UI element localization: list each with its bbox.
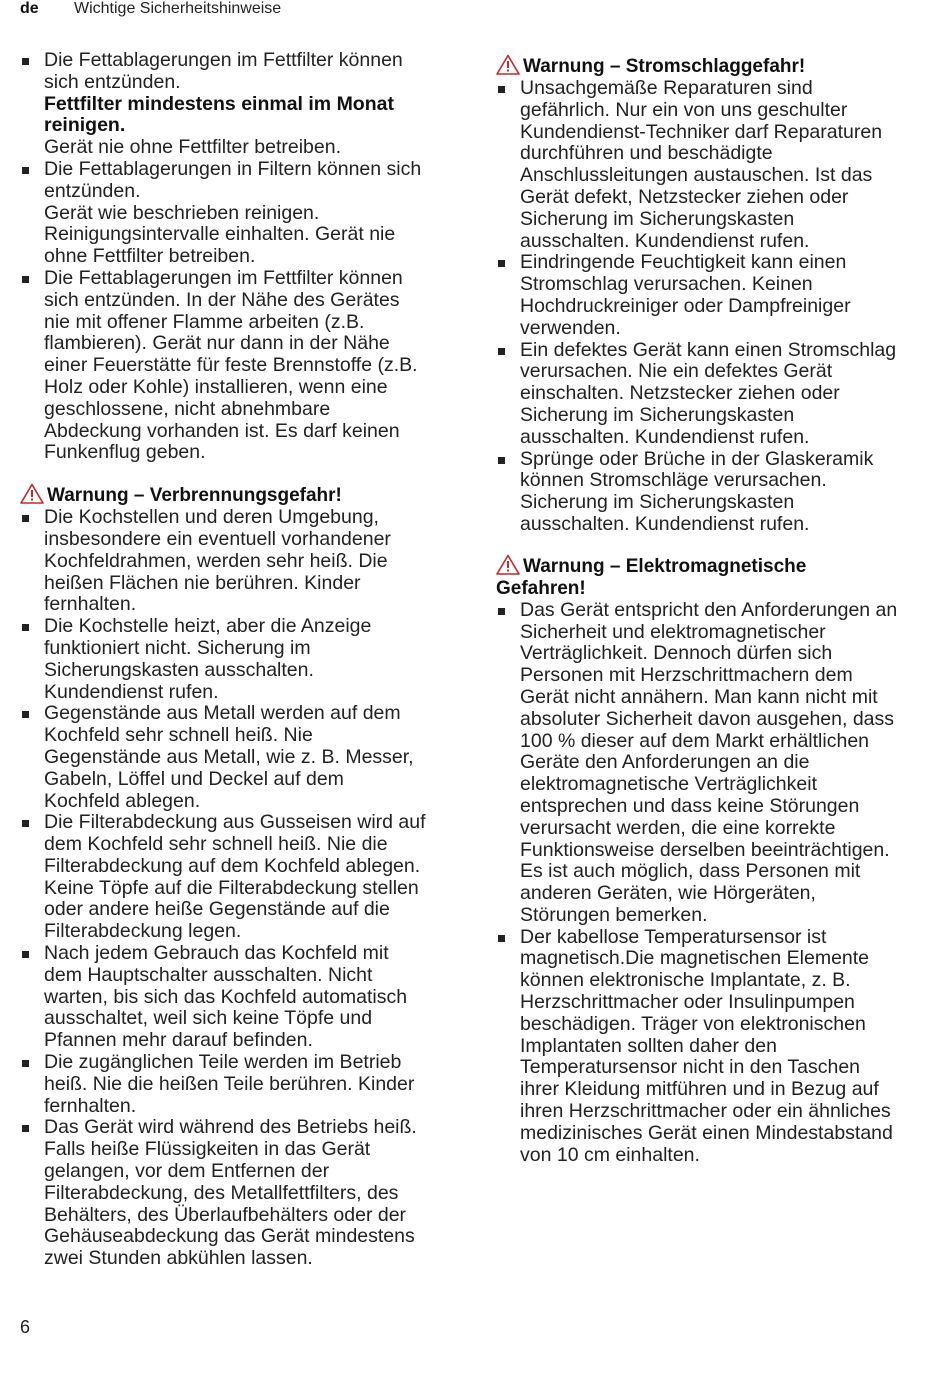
list-item	[20, 1052, 465, 1117]
item-text: Gegenstände aus Metall werden auf dem Kochfeld sehr schnell heiß. Nie Gegenstände aus Metall, wie z. B. Messer, Gabeln, Löffel und Deckel auf dem Kochfeld ablegen.	[44, 702, 414, 812]
left-column	[20, 50, 465, 1270]
item-text: Ein defektes Gerät kann einen Stromschlag verursachen. Nie ein defektes Gerät einschalten. Netzstecker ziehen oder Sicherung im Sicherungskasten ausschalten. Kundendienst rufen.	[520, 338, 897, 448]
bullet-icon	[22, 820, 29, 827]
bullet-icon	[498, 348, 505, 355]
bullet-icon	[22, 515, 29, 522]
list-item	[496, 927, 926, 1167]
bullet-icon	[498, 935, 505, 942]
bullet-icon	[22, 167, 29, 174]
fire-safety-list	[20, 50, 465, 464]
item-text: Die zugänglichen Teile werden im Betrieb heiß. Nie die heißen Teile berühren. Kinder fernhalten.	[44, 1051, 415, 1117]
language-code: de	[20, 0, 39, 17]
list-item	[20, 943, 465, 1052]
list-item	[20, 812, 465, 943]
warning-title: Warnung – Verbrennungsgefahr!	[47, 485, 342, 507]
warning-triangle-icon	[496, 554, 520, 575]
list-item	[20, 50, 465, 159]
item-text: Nach jedem Gebrauch das Kochfeld mit dem Hauptschalter ausschalten. Nicht warten, bis sich das Kochfeld automatisch ausschaltet, weil sich keine Töpfe und Pfannen mehr darauf befinden.	[44, 942, 408, 1052]
list-item	[20, 1117, 465, 1270]
list-item	[496, 600, 926, 927]
item-text: Die Fettablagerungen im Fettfilter können sich entzünden.	[44, 49, 403, 93]
list-item	[496, 449, 926, 536]
burn-warning-list	[20, 507, 465, 1270]
shock-warning-list	[496, 78, 926, 536]
page-number: 6	[20, 1317, 31, 1337]
item-text: Sprünge oder Brüche in der Glaskeramik können Stromschläge verursachen. Sicherung im Sicherungskasten ausschalten. Kundendienst rufen.	[520, 447, 874, 535]
item-text: Eindringende Feuchtigkeit kann einen Stromschlag verursachen. Keinen Hochdruckreiniger oder Dampfreiniger verwenden.	[520, 251, 851, 339]
bullet-icon	[22, 951, 29, 958]
warning-triangle-icon	[20, 483, 44, 504]
list-item	[20, 616, 465, 703]
item-text: Das Gerät entspricht den Anforderungen an Sicherheit und elektromagnetischer Verträglichkeit. Dennoch dürfen sich Personen mit Herzschrittmachern dem Gerät nicht annähern. Man kann nicht mit absoluter Sicherheit davon ausgehen, dass 100 % dieser auf dem Markt erhältlichen Geräte den Anforderungen an die elektromagnetische Verträglichkeit entsprechen und dass keine Störungen verursacht werden, die eine korrekte Funktionsweise derselben beeinträchtigen. Es ist auch möglich, dass Personen mit anderen Geräten, wie Hörgeräten, Störungen bemerken.	[520, 598, 898, 926]
bullet-icon	[498, 608, 505, 615]
item-text: Das Gerät wird während des Betriebs heiß. Falls heiße Flüssigkeiten in das Gerät gelangen, vor dem Entfernen der Filterabdeckung, des Metallfettfilters, des Behälters, des Überlaufbehälters oder der Gehäuseabdeckung das Gerät mindestens zwei Stunden abkühlen lassen.	[44, 1116, 417, 1270]
list-item	[496, 252, 926, 339]
list-item	[20, 268, 465, 464]
electromagnetic-warning-list	[496, 600, 926, 1167]
warning-heading-shock	[496, 54, 926, 78]
item-text: Unsachgemäße Reparaturen sind gefährlich. Nur ein von uns geschulter Kundendienst-Techniker darf Reparaturen durchführen und beschädigte Anschlussleitungen austauschen. Ist das Gerät defekt, Netzstecker ziehen oder Sicherung im Sicherungskasten ausschalten. Kundendienst rufen.	[520, 77, 883, 252]
bullet-icon	[498, 260, 505, 267]
bullet-icon	[498, 86, 505, 93]
item-text: Die Fettablagerungen im Fettfilter können sich entzünden. In der Nähe des Gerätes nie mit offener Flamme arbeiten (z.B. flambieren). Gerät nur dann in der Nähe einer Feuerstätte für feste Brennstoffe (z.B. Holz oder Kohle) installieren, wenn eine geschlossene, nicht abnehmbare Abdeckung vorhanden ist. Es darf keinen Funkenflug geben.	[44, 266, 418, 464]
right-column	[496, 54, 926, 1166]
item-text: Die Filterabdeckung aus Gusseisen wird auf dem Kochfeld sehr schnell heiß. Nie die Filterabdeckung auf dem Kochfeld ablegen. Keine Töpfe auf die Filterabdeckung stellen oder andere heiße Gegenstände auf die Filterabdeckung legen.	[44, 811, 426, 943]
bullet-icon	[22, 276, 29, 283]
list-item	[20, 507, 465, 616]
bullet-icon	[22, 624, 29, 631]
list-item	[496, 78, 926, 252]
bullet-icon	[22, 1125, 29, 1132]
bullet-icon	[22, 1060, 29, 1067]
list-item	[20, 703, 465, 812]
warning-title: Warnung – Elektromagnetische Gefahren!	[496, 555, 807, 599]
warning-heading-burn	[20, 483, 465, 507]
item-text: Gerät nie ohne Fettfilter betreiben.	[44, 136, 342, 159]
warning-title: Warnung – Stromschlaggefahr!	[523, 56, 806, 77]
bullet-icon	[22, 58, 29, 65]
list-item	[20, 159, 465, 268]
bullet-icon	[498, 457, 505, 464]
section-title: Wichtige Sicherheitshinweise	[74, 0, 282, 17]
item-text: Der kabellose Temperatursensor ist magnetisch.Die magnetischen Elemente können elektronische Implantate, z. B. Herzschrittmacher oder Insulinpumpen beschädigen. Träger von elektronischen Implantaten sollten daher den Temperatursensor nicht in den Taschen ihrer Kleidung mitführen und in Bezug auf ihren Herzschrittmacher oder ein ähnliches medizinisches Gerät einen Mindestabstand von 10 cm einhalten.	[520, 925, 893, 1166]
item-text: Die Kochstellen und deren Umgebung, insbesondere ein eventuell vorhandener Kochfeldrahmen, werden sehr heiß. Die heißen Flächen nie berühren. Kinder fernhalten.	[44, 506, 391, 616]
list-item	[496, 340, 926, 449]
page-header	[20, 0, 282, 18]
item-text: Die Kochstelle heizt, aber die Anzeige funktioniert nicht. Sicherung im Sicherungskasten ausschalten. Kundendienst rufen.	[44, 615, 372, 703]
warning-triangle-icon	[496, 54, 520, 75]
bullet-icon	[22, 711, 29, 718]
item-text: Die Fettablagerungen in Filtern können sich entzünden. Gerät wie beschrieben reinigen. Reinigungsintervalle einhalten. Gerät nie ohne Fettfilter betreiben.	[44, 157, 422, 268]
warning-heading-electromagnetic	[496, 554, 926, 600]
item-emphasis: Fettfilter mindestens einmal im Monat reinigen.	[44, 92, 394, 137]
